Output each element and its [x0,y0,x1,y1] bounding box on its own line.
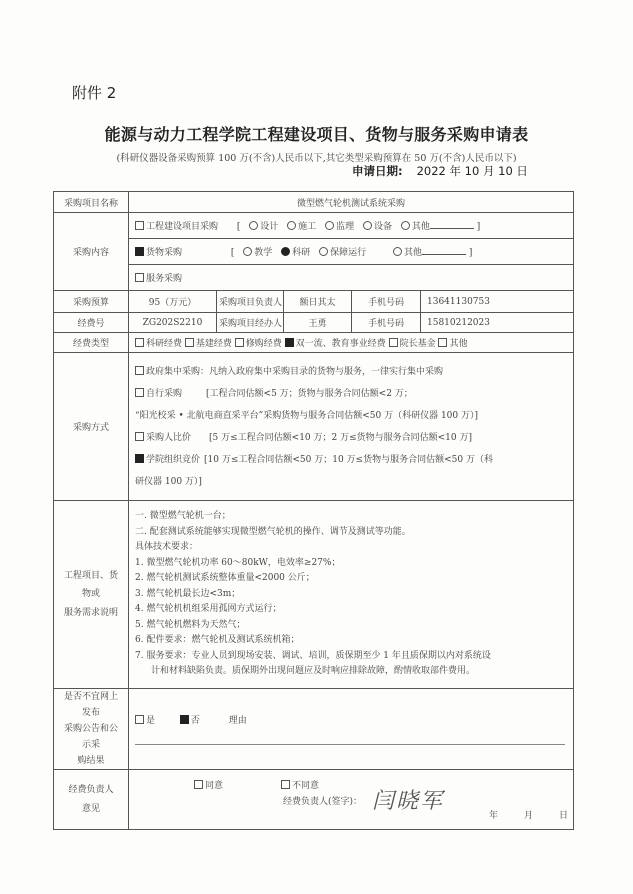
fund-dean-checkbox[interactable] [389,338,398,347]
radio-construction[interactable] [287,221,296,230]
option-other: 其他 [411,222,430,232]
fund-label: 经费号 [54,313,129,333]
option-supervision: 监理 [336,222,355,232]
fund-other-label: 其他 [449,339,468,349]
option-goods-other: 其他 [403,248,422,258]
handler-phone-label: 手机号码 [352,313,421,333]
publish-label-line1: 是否不宜网上发布 [63,692,118,718]
form-subtitle: (科研仪器设备采购预算 100 万(不含)人民币以下,其它类型采购预算在 50 万(不含)人民币以下) [116,153,517,164]
fund-research-label: 科研经费 [146,339,183,349]
opinion-label-line1: 经费负责人 [68,785,114,795]
row-publish [54,689,574,770]
month-label: 月 [524,811,534,821]
content-service [129,265,574,291]
fund-research-checkbox[interactable] [135,338,144,347]
method-self [135,383,567,405]
row-fund [54,313,574,333]
bid-text: 学院组织竞价 [146,454,201,465]
disagree-checkbox[interactable] [281,780,290,789]
leader-phone-value: 13641130753 [421,291,574,313]
option-design: 设计 [260,222,279,232]
fund-type-label: 经费类型 [54,333,129,353]
row-content-service [54,265,574,291]
bracket-open: [ [236,222,241,232]
goods-checkbox[interactable] [135,247,144,256]
option-operations: 保障运行 [330,248,367,258]
bracket-close: ] [476,222,481,232]
self-text: 自行采购 [146,388,183,399]
requirement-line: 3. 燃气轮机最长边<3m； [135,588,241,599]
application-form [53,191,574,830]
method-compare [135,427,567,449]
opinion-label-line2: 意见 [81,803,100,814]
requirement-line: 二. 配套测试系统能够实现微型燃气轮机的操作、调节及测试等功能。 [135,526,411,537]
engineering-checkbox[interactable] [135,221,144,230]
fund-double-first-class-checkbox[interactable] [285,338,294,347]
publish-options [129,689,574,770]
publish-no-label: 否 [190,716,200,726]
row-content-engineering [54,213,574,239]
leader-value: 额日其太 [284,291,352,313]
requirements-label-line1: 工程项目、货物或 [63,570,118,600]
signature-label: 经费负责人(签字)： [283,797,363,807]
disagree-label: 不同意 [292,781,320,791]
gov-checkbox[interactable] [135,366,144,375]
signature: 闫晓军 [372,789,445,814]
option-research: 科研 [292,248,311,258]
method-platform: “阳光校采 • 北航电商直采平台”采购货物与服务合同估额<50 万（科研仪器 100 万）] [135,410,478,421]
reason-label: 理由 [228,716,247,726]
option-teaching: 教学 [254,248,273,258]
content-label: 采购内容 [54,213,129,291]
row-budget [54,291,574,313]
content-goods [129,239,574,265]
handler-phone-value: 15810212023 [421,313,574,333]
bid-checkbox[interactable] [135,454,144,463]
publish-label-line2: 采购公告和公示采 [63,724,118,750]
requirements-content [129,501,574,689]
row-content-goods [54,239,574,265]
publish-label-line3: 购结果 [77,756,105,766]
requirement-line: 2. 燃气轮机测试系统整体重量<2000 公斤； [135,573,315,584]
method-label: 采购方式 [54,353,129,501]
method-bid-cont: 研仪器 100 万）] [135,476,202,487]
option-equipment: 设备 [373,222,392,232]
radio-design[interactable] [249,221,258,230]
opinion-content [129,770,574,830]
requirement-line: 具体技术要求： [135,542,199,553]
self-checkbox[interactable] [135,388,144,397]
fund-infrastructure-label: 基建经费 [195,339,232,349]
compare-text: 采购人比价 [146,432,192,443]
radio-goods-other[interactable] [393,247,402,256]
project-name-label: 采购项目名称 [54,192,129,213]
bid-note: [10 万≤工程合同估额<50 万；10 万≤货物与服务合同估额<50 万（科 [204,454,493,465]
other-blank[interactable] [430,220,474,229]
publish-yes-checkbox[interactable] [135,715,144,724]
row-opinion [54,770,574,830]
fund-value: ZG202S2210 [129,313,217,333]
service-label: 服务采购 [146,274,183,284]
requirements-label [54,501,129,689]
publish-yes-label: 是 [146,716,156,726]
bracket-open: [ [230,248,235,258]
requirement-line: 7. 服务要求：专业人员到现场安装、调试、培训，质保期至少 1 年且质保期以内对系统设 [135,650,491,661]
leader-label: 采购项目负责人 [217,291,284,313]
engineering-label: 工程建设项目采购 [146,222,219,232]
requirement-line: 一. 微型燃气轮机一台； [135,511,231,522]
attachment-label: 附件 2 [72,84,117,102]
day-label: 日 [559,811,569,821]
fund-other-checkbox[interactable] [438,338,447,347]
requirement-line: 5. 燃气轮机燃料为天然气； [135,619,246,630]
budget-label: 采购预算 [54,291,129,313]
radio-supervision[interactable] [325,221,334,230]
fund-repair-checkbox[interactable] [235,338,244,347]
requirement-line: 4. 燃气轮机机组采用孤网方式运行； [135,604,282,615]
radio-teaching[interactable] [243,247,252,256]
budget-value: 95（万元） [129,291,217,313]
requirement-line: 计和材料缺陷负责。质保期外出现问题应及时响应排除故障，酌情收取部件费用。 [151,666,476,677]
bracket-close: ] [468,248,473,258]
radio-equipment[interactable] [363,221,372,230]
year-label: 年 [489,811,499,821]
fund-double-first-class-label: 双一流、教育事业经费 [295,339,386,349]
goods-label: 货物采购 [146,248,183,258]
leader-phone-label: 手机号码 [352,291,421,313]
project-name-value: 微型燃气轮机测试系统采购 [129,192,574,213]
requirements-label-line2: 服务需求说明 [63,607,118,618]
self-note: [工程合同估额<5 万；货物与服务合同估额<2 万； [206,388,413,399]
opinion-label [54,770,129,830]
fund-infrastructure-checkbox[interactable] [185,338,194,347]
application-date [352,163,528,179]
requirement-line: 6. 配件要求：燃气轮机及测试系统机箱； [135,635,300,646]
radio-operations[interactable] [319,247,328,256]
publish-label [54,689,129,770]
fund-repair-label: 修购经费 [245,339,282,349]
requirement-line: 1. 微型燃气轮机功率 60～80kW，电效率≥27%； [135,557,341,568]
agree-checkbox[interactable] [194,780,203,789]
row-project-name [54,192,574,213]
publish-no-checkbox[interactable] [180,715,189,724]
agree-label: 同意 [205,781,224,791]
method-options [129,353,574,501]
row-requirements [54,501,574,689]
form-title: 能源与动力工程学院工程建设项目、货物与服务采购申请表 [104,125,529,144]
fund-dean-label: 院长基金 [399,339,436,349]
goods-other-blank[interactable] [422,246,466,255]
method-gov [135,361,567,383]
content-engineering [129,213,574,239]
method-bid [135,449,567,471]
reason-input[interactable] [135,732,565,745]
date-value: 2022 年 10 月 10 日 [416,164,528,178]
radio-research[interactable] [281,247,290,256]
handler-label: 采购项目经办人 [217,313,284,333]
date-label: 申请日期: [352,164,403,178]
radio-other[interactable] [401,221,410,230]
compare-note: [5 万≤工程合同估额<10 万；2 万≤货物与服务合同估额<10 万] [209,432,473,443]
fund-type-options [129,333,574,353]
handler-value: 王勇 [284,313,352,333]
gov-text: 政府集中采购：凡纳入政府集中采购目录的货物与服务，一律实行集中采购 [146,366,444,377]
row-fund-type [54,333,574,353]
row-method [54,353,574,501]
option-construction: 施工 [298,222,317,232]
service-checkbox[interactable] [135,273,144,282]
compare-checkbox[interactable] [135,432,144,441]
